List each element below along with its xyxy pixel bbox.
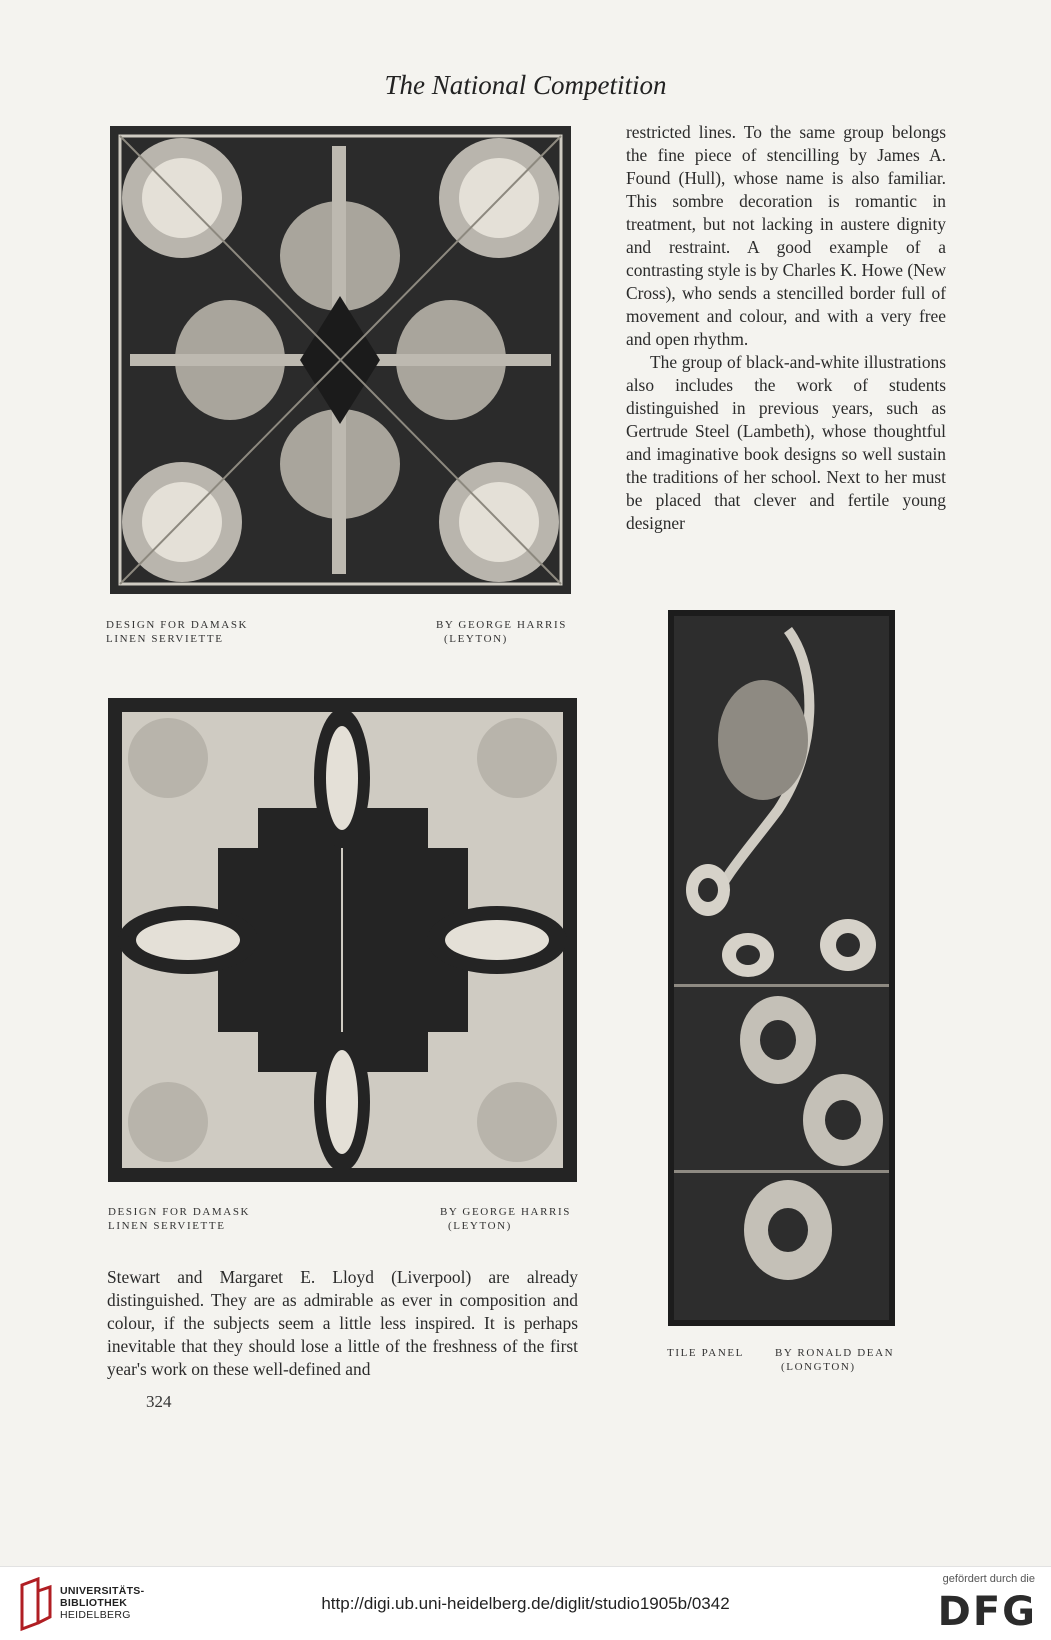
figure-caption xyxy=(106,618,576,648)
figure-caption-3 xyxy=(667,1346,907,1376)
library-name-line: BIBLIOTHEK xyxy=(60,1597,128,1609)
source-url-link[interactable]: http://digi.ub.uni-heidelberg.de/diglit/studio1905b/0342 xyxy=(321,1594,730,1613)
peacock-tile-panel-image xyxy=(668,610,895,1326)
caption-line: DESIGN FOR DAMASK xyxy=(108,1206,251,1218)
damask-serviette-design-image-2 xyxy=(108,698,577,1182)
caption-credit: (LONGTON) xyxy=(781,1361,856,1373)
caption-credit: BY RONALD DEAN xyxy=(775,1347,895,1359)
page-number: 324 xyxy=(146,1392,172,1411)
left-bottom-text xyxy=(107,1266,578,1381)
caption-line: LINEN SERVIETTE xyxy=(106,633,224,645)
caption-line: LINEN SERVIETTE xyxy=(108,1220,226,1232)
digitization-footer xyxy=(0,1566,1051,1640)
page-title: The National Competition xyxy=(384,70,667,100)
paragraph: The group of black-and-white illustrations also includes the work of students distinguished in previous years, such as Gertrude Steel (Lambeth), whose thoughtful and imaginative book designs so well sustain the traditions of her school. Next to her must be placed that clever and fertile young designer xyxy=(626,352,946,533)
caption-line: TILE PANEL xyxy=(667,1347,745,1359)
caption-credit: (LEYTON) xyxy=(444,633,508,645)
caption-line: DESIGN FOR DAMASK xyxy=(106,619,249,631)
damask-serviette-design-image xyxy=(110,126,571,594)
figure-caption-2 xyxy=(108,1205,578,1235)
library-name-line: HEIDELBERG xyxy=(60,1609,131,1621)
funding-label: gefördert durch die xyxy=(942,1573,1035,1585)
caption-credit: BY GEORGE HARRIS xyxy=(440,1206,571,1218)
paragraph: Stewart and Margaret E. Lloyd (Liverpool) are already distinguished. They are as admirable as ever in composition and colour, if the subjects seem a little less inspired. It is perhaps inevitable that they should lose a little of the freshness of the first year's work on these well-defined and xyxy=(107,1267,578,1379)
caption-credit: BY GEORGE HARRIS xyxy=(436,619,567,631)
dfg-logo: DFG xyxy=(937,1589,1037,1635)
paragraph: restricted lines. To the same group belongs the fine piece of stencilling by James A. Found (Hull), whose name is also familiar. This sombre decoration is romantic in treatment, but not lacking in austere dignity and restraint. A good example of a contrasting style is by Charles K. Howe (New Cross), who sends a stencilled border full of movement and colour, and with a very free and open rhythm. xyxy=(626,122,946,349)
right-column-text xyxy=(626,121,946,535)
caption-credit: (LEYTON) xyxy=(448,1220,512,1232)
library-name-line: UNIVERSITÄTS- xyxy=(60,1585,145,1597)
